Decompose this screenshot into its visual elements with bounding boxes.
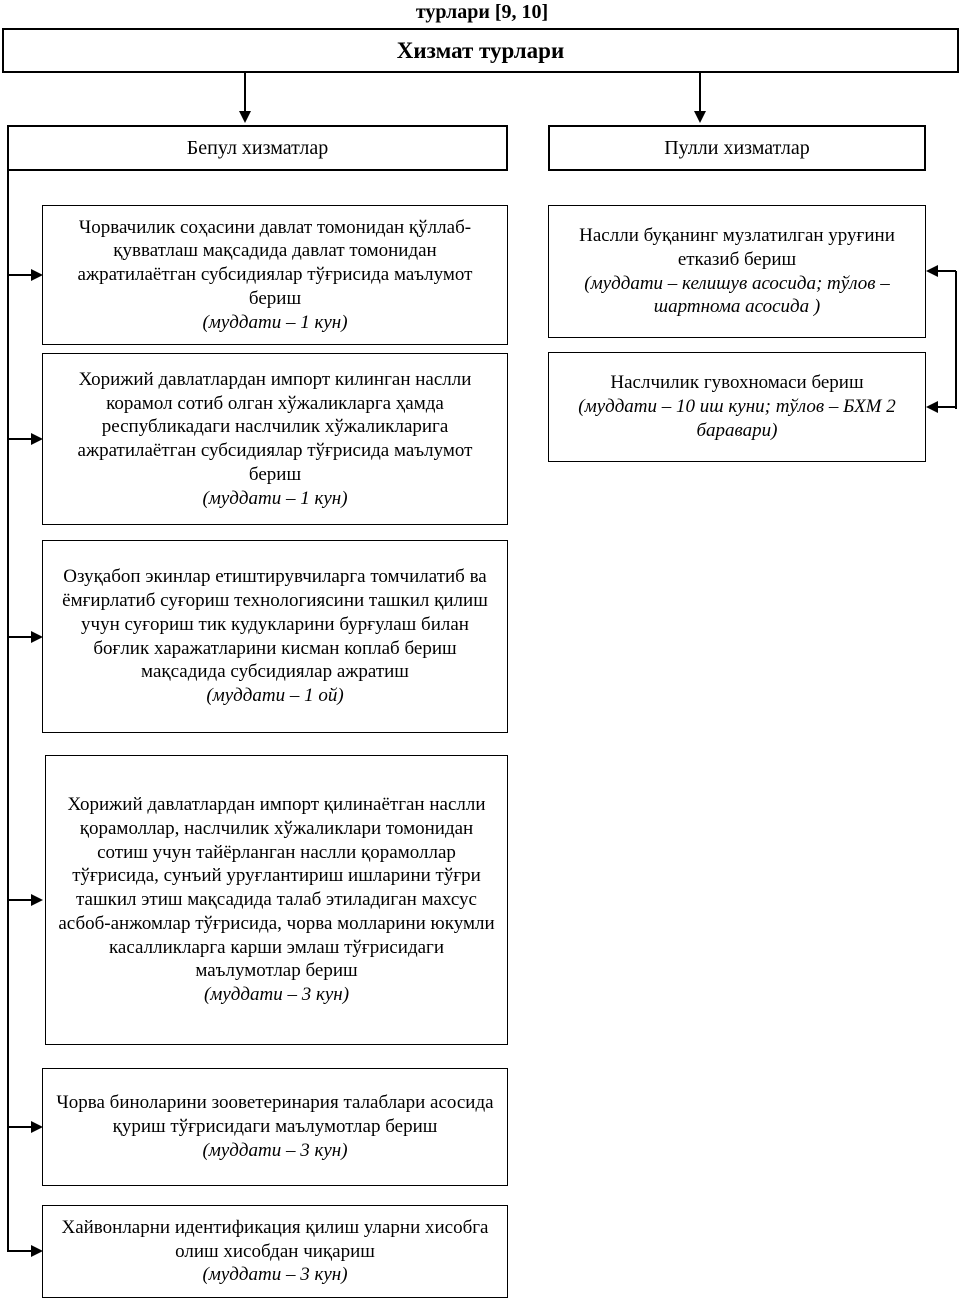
free-service-box-2 xyxy=(42,353,508,525)
branch-line xyxy=(8,438,32,440)
service-duration-note: (муддати – 3 кун) xyxy=(202,1264,348,1286)
service-duration-note: (муддати – 1 кун) xyxy=(202,311,348,333)
free-service-box-6 xyxy=(42,1205,508,1298)
service-text: Чорвачилик соҳасини давлат томонидан қўллаб-қувватлаш мақсадида давлат томонидан ажратилаётган субсидиялар тўғрисида маълумот бериш xyxy=(77,216,473,309)
free-service-box-5 xyxy=(42,1068,508,1186)
paid-service-box-1 xyxy=(548,205,926,338)
service-duration-note: (муддати – 1 ой) xyxy=(206,685,344,706)
service-duration-note: (муддати – келишув асосида; тўлов –шартнома асосида ) xyxy=(584,272,890,318)
service-duration-note: (муддати – 10 иш куни; тўлов – БХМ 2 баравари) xyxy=(578,396,896,441)
branch-line xyxy=(936,270,956,272)
arrow-left-icon xyxy=(926,265,938,277)
free-service-box-1 xyxy=(42,205,508,345)
arrow-down-icon xyxy=(694,111,706,123)
left-trunk-line xyxy=(7,171,9,1252)
free-service-box-3 xyxy=(42,540,508,733)
service-text: Наслчилик гувохномаси бериш xyxy=(610,372,864,394)
branch-line xyxy=(8,1250,32,1252)
branch-line xyxy=(8,274,32,276)
service-text: Озуқабоп экинлар етиштирувчиларга томчилатиб ва ёмғирлатиб суғориш технологиясини ташкил қилиш учун суғориш тик кудукларини бурғулаш билан боғлик харажатларини кисман коплаб бериш мақсадида субсидиялар ажратиш xyxy=(62,566,488,683)
branch-line xyxy=(8,1126,32,1128)
page-caption: турлари [9, 10] xyxy=(415,1,549,23)
paid-services-header: Пулли хизматлар xyxy=(548,125,926,171)
branch-line xyxy=(8,636,32,638)
paid-service-box-2 xyxy=(548,352,926,462)
service-text: Хайвонларни идентификация қилиш уларни хисобга олиш хисобдан чиқариш xyxy=(61,1216,489,1262)
right-trunk-line xyxy=(955,271,957,409)
service-text: Хорижий давлатлардан импорт қилинаётган наслли қорамоллар, наслчилик хўжаликлари томонидан сотиш учун тайёрланган наслли қорамоллар тўғрисида, сунъий уруғлантириш ишларини тўғри ташкил этиш мақсадида талаб этиладиган махсус асбоб-анжомлар тўғрисида, чорва молларини юкумли касалликларга карши эмлаш тўғрисидаги маълумотлар бериш xyxy=(58,794,495,982)
title-box: Хизмат турлари xyxy=(2,28,959,73)
connector-title-to-paid xyxy=(699,73,701,113)
arrow-down-icon xyxy=(239,111,251,123)
branch-line xyxy=(8,899,32,901)
service-duration-note: (муддати – 3 кун) xyxy=(202,1139,348,1161)
service-text: Чорва биноларини зооветеринария талаблари асосида қуриш тўғрисидаги маълумотлар бериш xyxy=(56,1092,494,1138)
service-duration-note: (муддати – 1 кун) xyxy=(202,487,348,509)
service-text: Хорижий давлатлардан импорт килинган наслли корамол сотиб олган хўжаликларга ҳамда республикадаги наслчилик хўжаликларига ажратилаётган субсидиялар тўғрисида маълумот бериш xyxy=(77,368,473,485)
arrow-right-icon xyxy=(31,894,43,906)
service-text: Наслли буқанинг музлатилган уруғини етказиб бериш xyxy=(579,225,895,270)
free-services-header: Бепул хизматлар xyxy=(7,125,508,171)
branch-line xyxy=(936,406,956,408)
service-duration-note: (муддати – 3 кун) xyxy=(203,984,350,1006)
connector-title-to-free xyxy=(244,73,246,113)
arrow-left-icon xyxy=(926,401,938,413)
free-service-box-4 xyxy=(45,755,508,1045)
